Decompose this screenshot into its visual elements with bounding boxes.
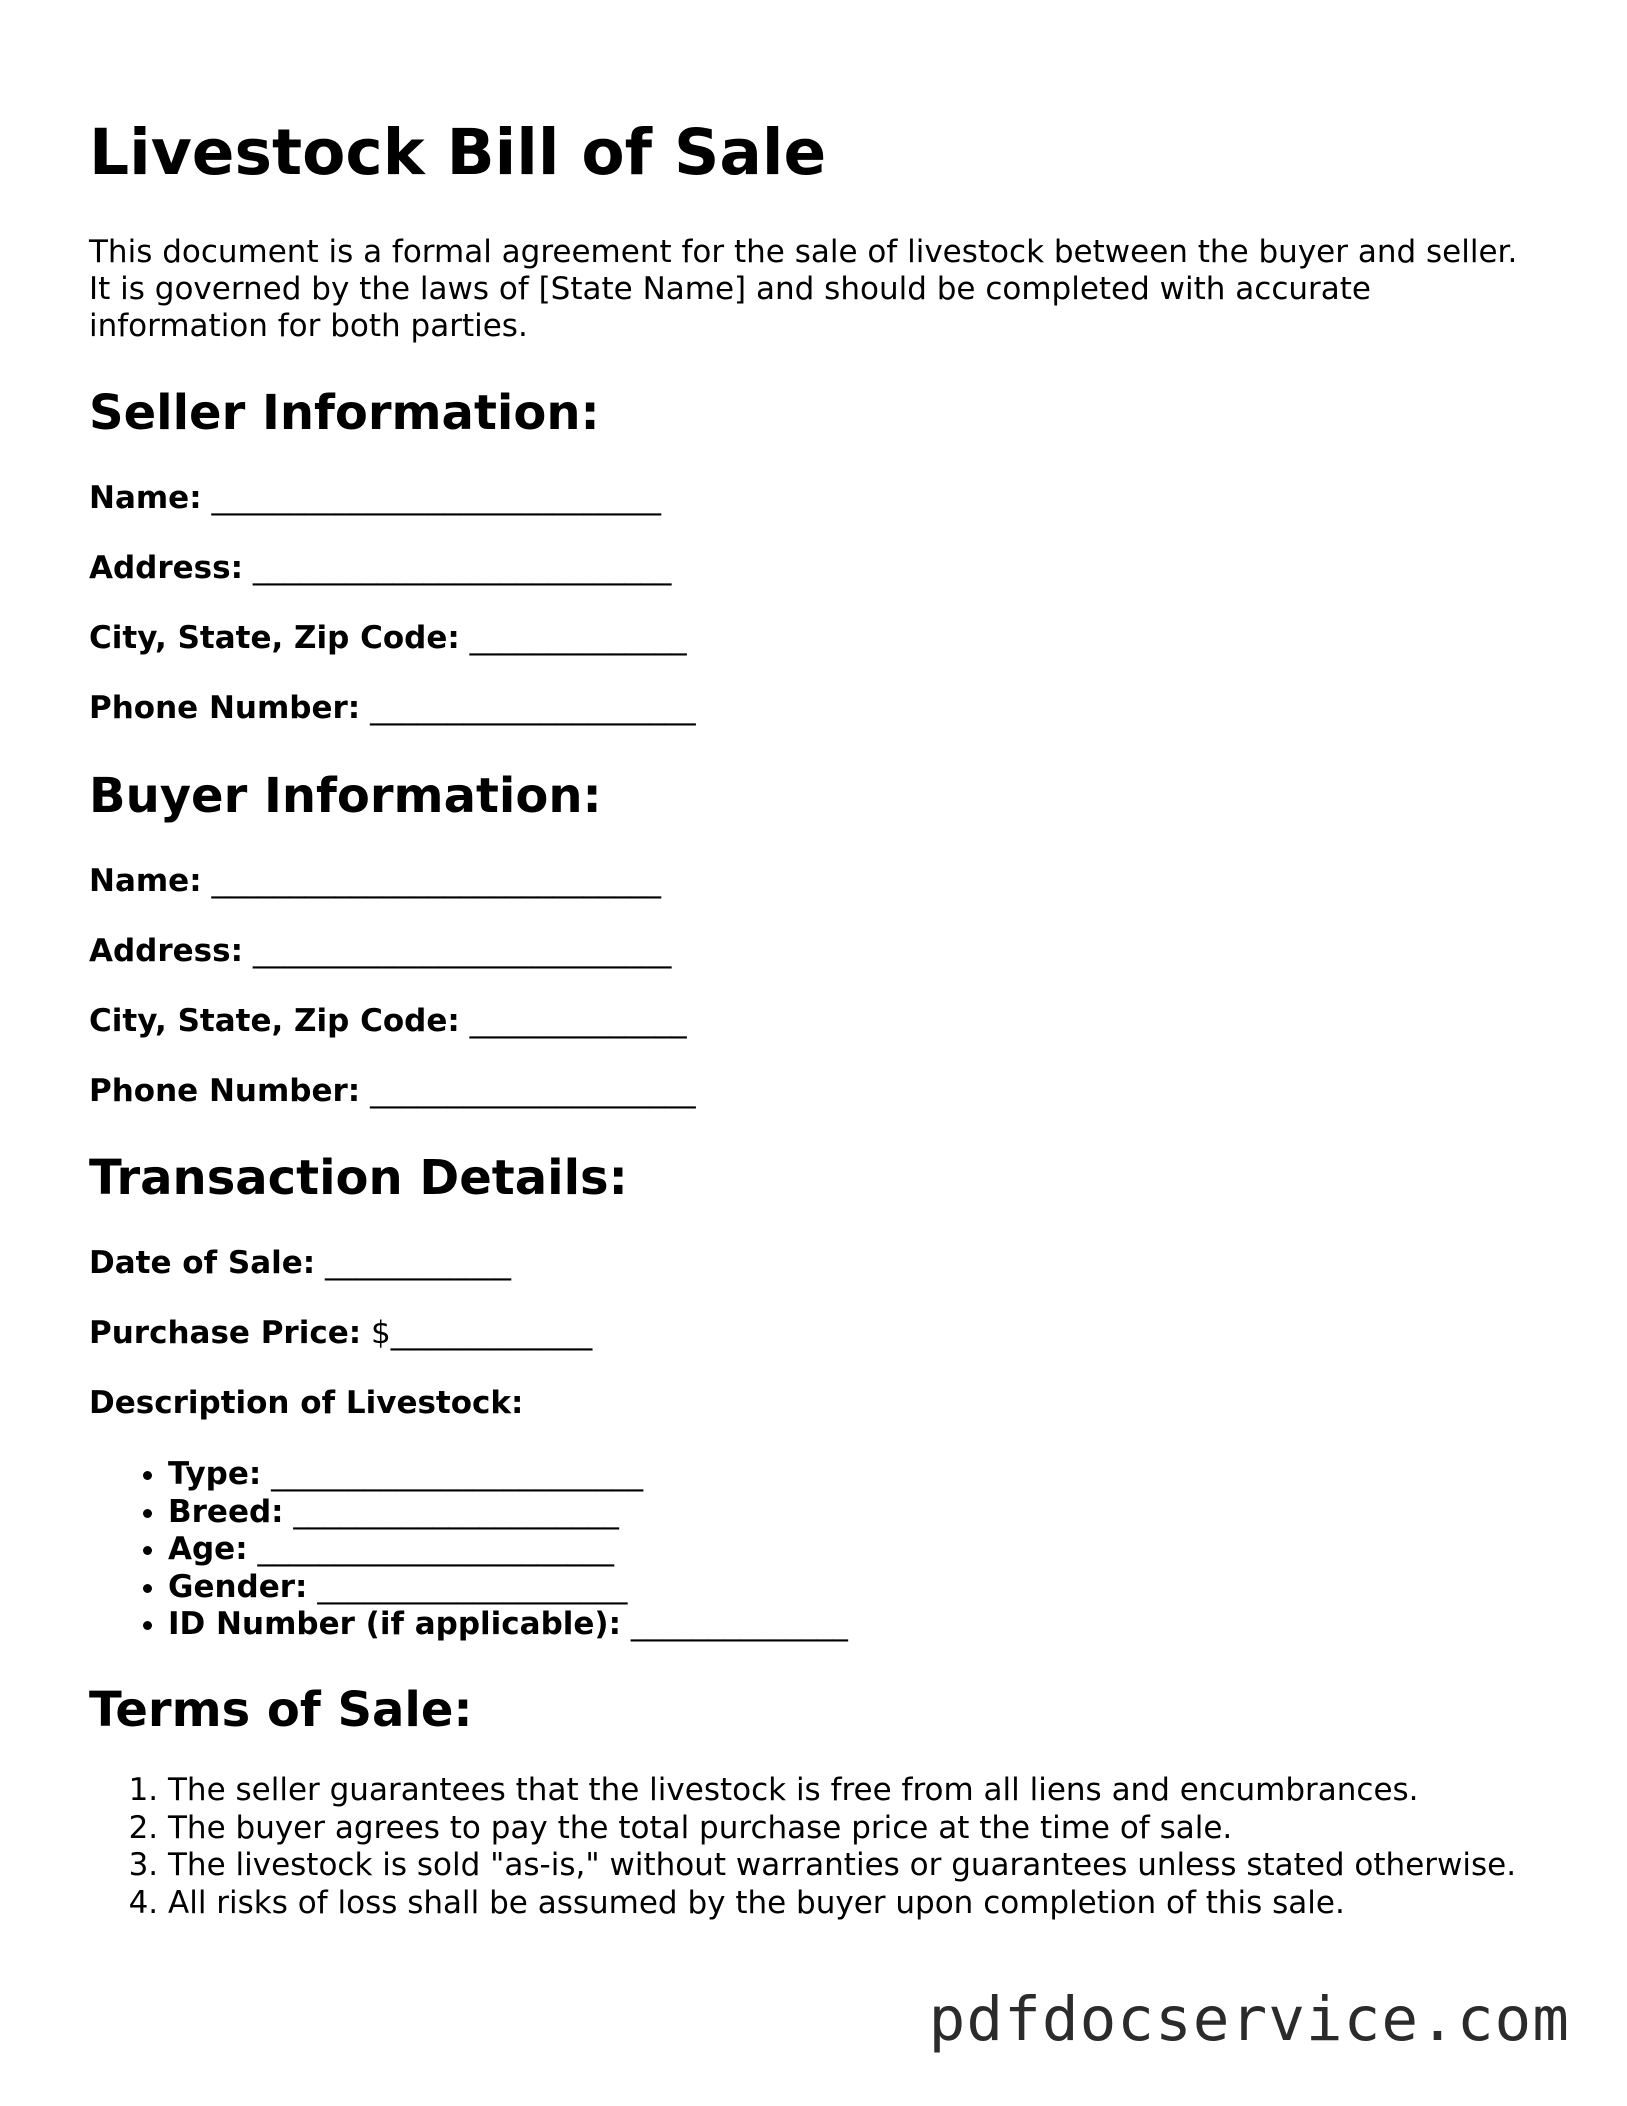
purchase-price-blank[interactable]: $_____________ <box>371 1315 593 1351</box>
buyer-city-label: City, State, Zip Code: <box>89 1003 460 1039</box>
list-item <box>168 1606 848 1644</box>
livestock-age-label: Age: <box>168 1531 248 1567</box>
livestock-description-list <box>89 1456 848 1644</box>
description-field <box>89 1383 523 1423</box>
seller-address-blank[interactable]: ___________________________ <box>252 550 672 586</box>
list-item <box>168 1531 848 1569</box>
seller-city-label: City, State, Zip Code: <box>89 620 460 656</box>
livestock-breed-label: Breed: <box>168 1493 284 1530</box>
list-item: 2. The buyer agrees to pay the total purchase price at the time of sale. <box>168 1810 1548 1848</box>
livestock-type-blank[interactable]: ________________________ <box>271 1456 644 1492</box>
list-item: 3. The livestock is sold "as-is," without warranties or guarantees unless stated otherwise. <box>168 1847 1548 1885</box>
date-of-sale-field <box>89 1243 511 1283</box>
list-item: 4. All risks of loss shall be assumed by the buyer upon completion of this sale. <box>168 1885 1548 1923</box>
buyer-phone-label: Phone Number: <box>89 1073 361 1109</box>
buyer-address-field <box>89 931 671 971</box>
buyer-phone-field <box>89 1071 696 1111</box>
seller-phone-field <box>89 688 696 728</box>
livestock-gender-label: Gender: <box>168 1568 308 1605</box>
seller-name-label: Name: <box>89 480 202 516</box>
livestock-type-label: Type: <box>168 1456 262 1492</box>
buyer-name-blank[interactable]: _____________________________ <box>211 863 661 899</box>
watermark: pdfdocservice.com <box>928 1984 1570 2055</box>
transaction-heading: Transaction Details: <box>89 1150 628 1206</box>
seller-address-field <box>89 548 671 588</box>
livestock-id-blank[interactable]: ______________ <box>630 1606 848 1642</box>
purchase-price-label: Purchase Price: <box>89 1315 362 1351</box>
livestock-age-blank[interactable]: _______________________ <box>257 1531 614 1567</box>
buyer-phone-blank[interactable]: _____________________ <box>370 1073 696 1109</box>
seller-heading: Seller Information: <box>89 385 600 441</box>
list-item <box>168 1494 848 1532</box>
list-item <box>168 1569 848 1607</box>
intro-paragraph: This document is a formal agreement for the sale of livestock between the buyer and seller. It is governed by the laws of [State Name] and should be completed with accurate information for both parties. <box>89 234 1518 344</box>
buyer-name-label: Name: <box>89 863 202 899</box>
livestock-id-label: ID Number (if applicable): <box>168 1606 621 1642</box>
list-item: 1. The seller guarantees that the livestock is free from all liens and encumbrances. <box>168 1772 1548 1810</box>
buyer-address-blank[interactable]: ___________________________ <box>252 933 672 969</box>
seller-city-blank[interactable]: ______________ <box>469 620 687 656</box>
buyer-city-blank[interactable]: ______________ <box>469 1003 687 1039</box>
seller-address-label: Address: <box>89 550 243 586</box>
seller-phone-label: Phone Number: <box>89 690 361 726</box>
document-title: Livestock Bill of Sale <box>89 116 827 189</box>
seller-name-field <box>89 478 661 518</box>
livestock-gender-blank[interactable]: ____________________ <box>317 1568 628 1605</box>
terms-list <box>89 1772 1548 1922</box>
buyer-city-field <box>89 1001 687 1041</box>
description-label: Description of Livestock: <box>89 1385 524 1421</box>
buyer-heading: Buyer Information: <box>89 768 602 824</box>
list-item <box>168 1456 848 1494</box>
seller-city-field <box>89 618 687 658</box>
seller-name-blank[interactable]: _____________________________ <box>211 480 661 516</box>
buyer-address-label: Address: <box>89 933 243 969</box>
purchase-price-field <box>89 1313 592 1353</box>
terms-heading: Terms of Sale: <box>89 1682 473 1738</box>
date-of-sale-label: Date of Sale: <box>89 1245 316 1281</box>
buyer-name-field <box>89 861 661 901</box>
date-of-sale-blank[interactable]: ____________ <box>325 1245 512 1281</box>
seller-phone-blank[interactable]: _____________________ <box>370 690 696 726</box>
livestock-breed-blank[interactable]: _____________________ <box>293 1493 619 1530</box>
